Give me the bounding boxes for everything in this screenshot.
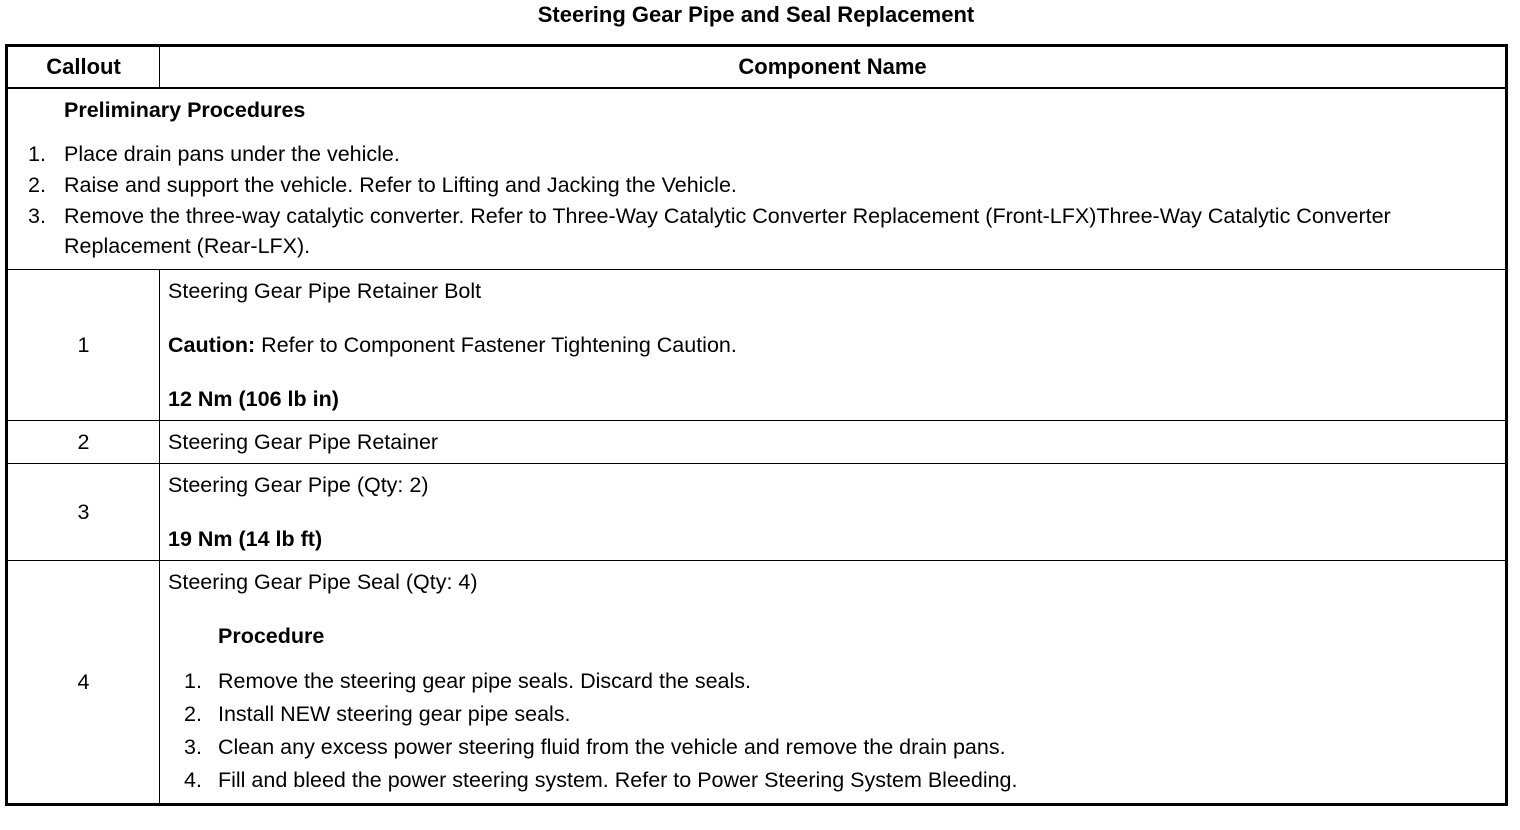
list-item: [168, 665, 1497, 698]
table-row: [7, 561, 1507, 805]
torque-spec: 12 Nm (106 lb in): [168, 387, 339, 411]
step-text: Raise and support the vehicle. Refer to Lifting and Jacking the Vehicle.: [64, 173, 737, 197]
list-item: [28, 139, 1495, 170]
callout-cell: 2: [7, 421, 160, 464]
preliminary-heading: Preliminary Procedures: [64, 98, 306, 122]
component-table: [5, 44, 1508, 806]
step-text: Install NEW steering gear pipe seals.: [218, 702, 571, 726]
list-item: [168, 698, 1497, 731]
callout-cell: 1: [7, 270, 160, 421]
caution-label: Caution:: [168, 333, 256, 357]
step-number: 2.: [184, 702, 202, 726]
step-number: 1.: [28, 142, 46, 166]
component-cell: [160, 270, 1507, 421]
step-text: Remove the steering gear pipe seals. Discard the seals.: [218, 669, 751, 693]
list-item: [28, 201, 1495, 261]
caution-text: Refer to Component Fastener Tightening Caution.: [255, 333, 737, 357]
step-text: Place drain pans under the vehicle.: [64, 142, 400, 166]
table-row: [7, 270, 1507, 421]
caution-note: [168, 330, 1497, 360]
step-text: Remove the three-way catalytic converter. Refer to Three-Way Catalytic Converter Replacement (Front-LFX)Three-Way Catalytic Converter Replacement (Rear-LFX).: [64, 204, 1391, 258]
callout-header: Callout: [7, 46, 160, 89]
table-row: [7, 421, 1507, 464]
callout-cell: 4: [7, 561, 160, 805]
component-cell: [160, 421, 1507, 464]
preliminary-row: [7, 88, 1507, 270]
step-number: 1.: [184, 669, 202, 693]
preliminary-steps: [28, 139, 1495, 261]
component-cell: [160, 561, 1507, 805]
step-text: Fill and bleed the power steering system. Refer to Power Steering System Bleeding.: [218, 768, 1018, 792]
list-item: [168, 731, 1497, 764]
component-name-header: Component Name: [160, 46, 1507, 89]
preliminary-procedures: [7, 88, 1507, 270]
table-row: [7, 464, 1507, 561]
page-title: Steering Gear Pipe and Seal Replacement: [537, 2, 975, 27]
procedure-steps: [168, 665, 1497, 797]
procedure-heading: Procedure: [218, 624, 325, 648]
component-name: Steering Gear Pipe (Qty: 2): [168, 473, 429, 497]
table-header-row: [7, 46, 1507, 89]
component-name: Steering Gear Pipe Retainer Bolt: [168, 279, 482, 303]
step-text: Clean any excess power steering fluid from the vehicle and remove the drain pans.: [218, 735, 1006, 759]
component-name: Steering Gear Pipe Retainer: [168, 430, 439, 454]
step-number: 2.: [28, 173, 46, 197]
torque-spec: 19 Nm (14 lb ft): [168, 527, 323, 551]
component-name: Steering Gear Pipe Seal (Qty: 4): [168, 570, 478, 594]
step-number: 3.: [184, 735, 202, 759]
step-number: 3.: [28, 204, 46, 228]
step-number: 4.: [184, 768, 202, 792]
component-cell: [160, 464, 1507, 561]
callout-cell: 3: [7, 464, 160, 561]
list-item: [168, 764, 1497, 797]
list-item: [28, 170, 1495, 201]
